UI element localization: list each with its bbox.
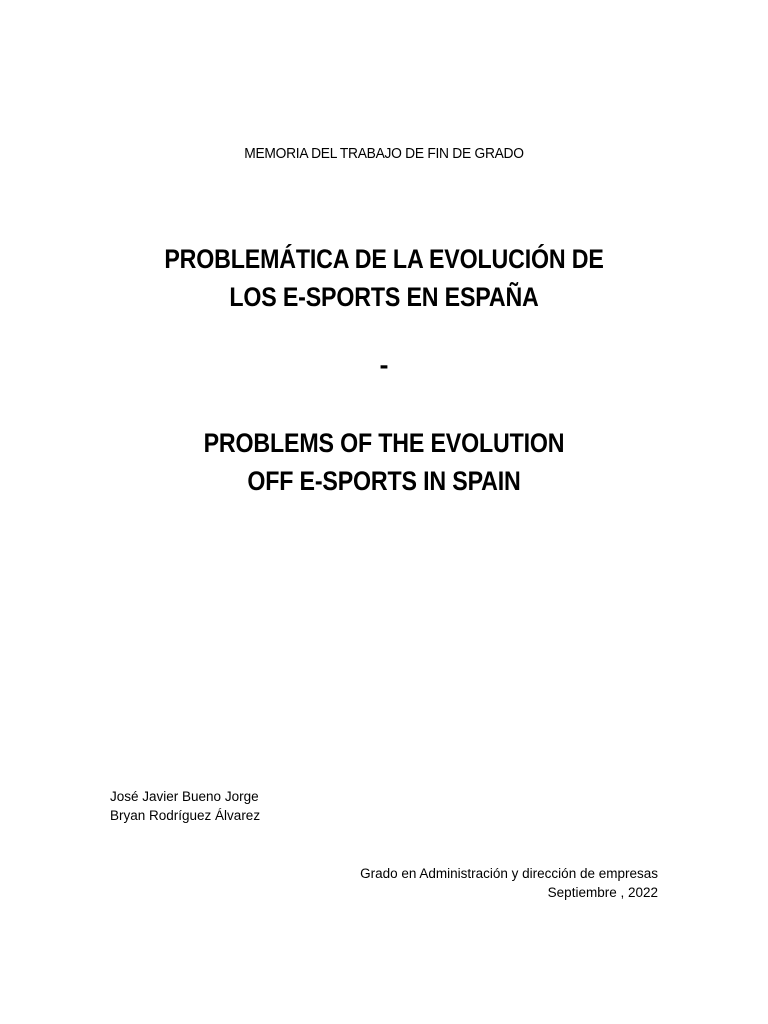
title-english (0, 424, 768, 500)
title-spanish-line-2: LOS E-SPORTS EN ESPAÑA (229, 282, 539, 312)
submission-date: Septiembre , 2022 (547, 885, 658, 900)
author-list (110, 787, 260, 825)
memoria-header: MEMORIA DEL TRABAJO DE FIN DE GRADO (244, 145, 524, 162)
author-name: José Javier Bueno Jorge (110, 789, 259, 804)
title-spanish (0, 240, 768, 316)
author-name: Bryan Rodríguez Álvarez (110, 808, 261, 823)
degree-name: Grado en Administración y dirección de empresas (360, 866, 658, 881)
title-spanish-line-1: PROBLEMÁTICA DE LA EVOLUCIÓN DE (164, 244, 604, 274)
title-separator: - (379, 350, 389, 380)
title-english-line-2: OFF E-SPORTS IN SPAIN (247, 466, 521, 496)
degree-info (360, 864, 658, 902)
title-english-line-1: PROBLEMS OF THE EVOLUTION (203, 428, 565, 458)
